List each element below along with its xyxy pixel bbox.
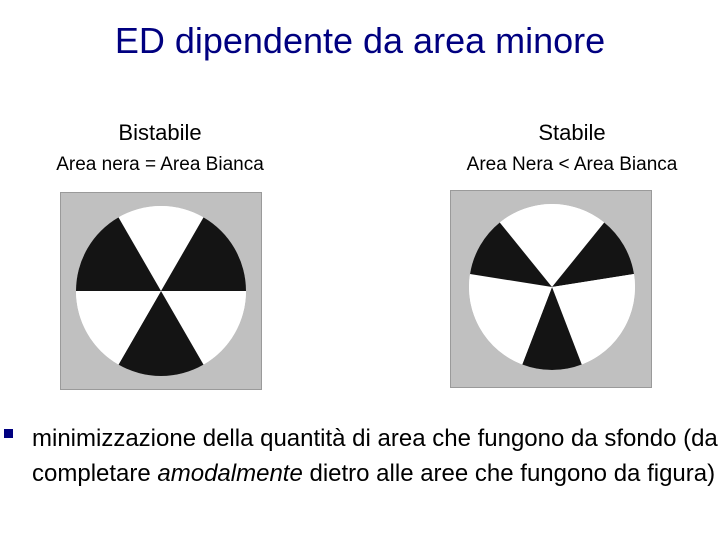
left-figure-label: Bistabile — [118, 120, 202, 145]
right-figure-label: Stabile — [538, 120, 606, 145]
bistable-figure — [60, 192, 262, 390]
stable-figure — [450, 190, 652, 388]
left-figure-sublabel: Area nera = Area Bianca — [56, 154, 264, 175]
bullet-text-emphasis: amodalmente — [157, 460, 303, 487]
bullet-marker — [4, 429, 13, 438]
bullet-text-part1: minimizzazione della quantità di area che fungono da sfondo (da completare — [32, 425, 718, 487]
right-figure-sublabel: Area Nera < Area Bianca — [466, 154, 678, 175]
bullet-text-part2: dietro alle aree che fungono da figura) — [302, 460, 716, 487]
bistable-disc — [61, 193, 261, 389]
slide-title: ED dipendente da area minore — [114, 20, 606, 61]
bullet-text — [32, 421, 720, 491]
stable-disc — [451, 191, 651, 387]
